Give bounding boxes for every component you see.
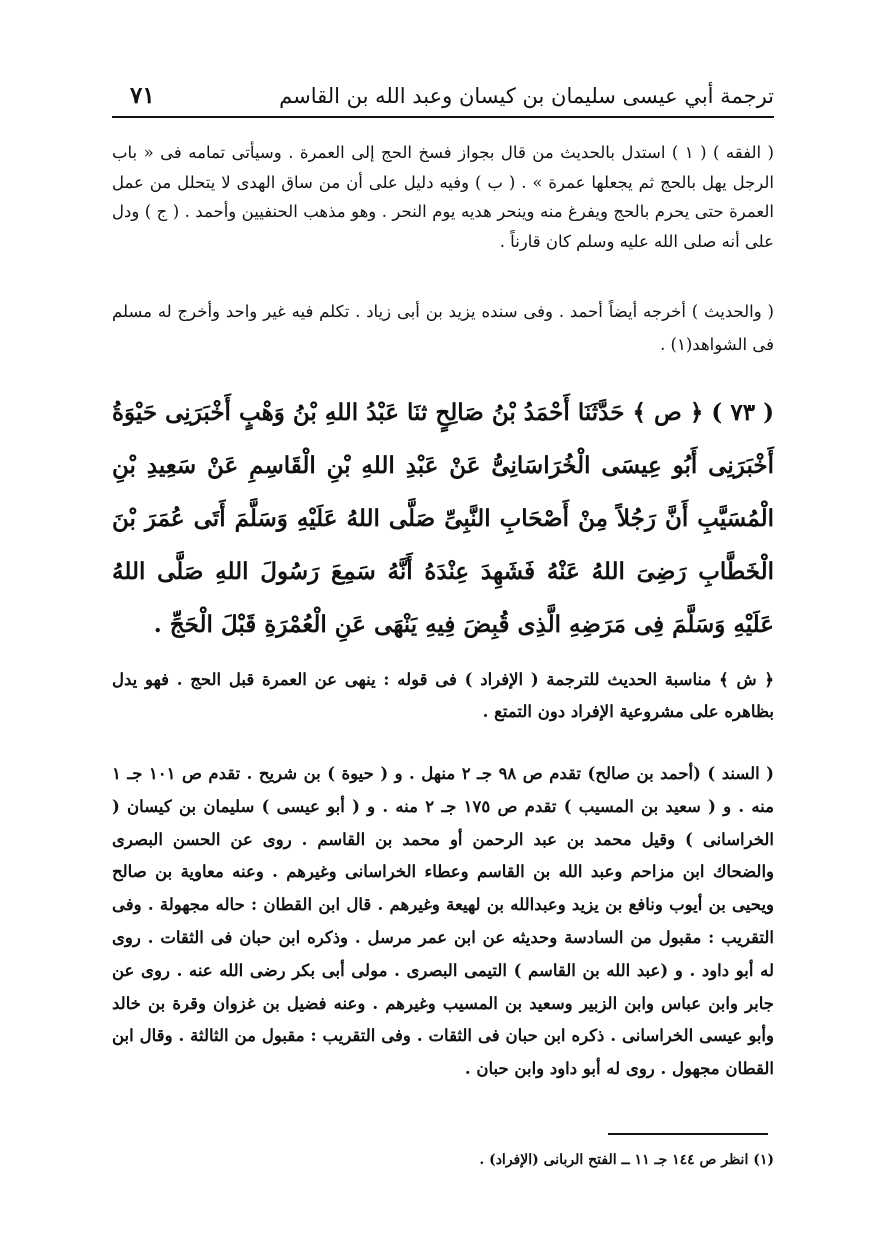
- commentary-paragraph: ﴿ ش ﴾ مناسبة الحديث للترجمة ( الإفراد ) فى قوله : ينهى عن العمرة قبل الحج . فهو يدل بظاهره على مشروعية الإفراد دون التمتع .: [112, 670, 774, 721]
- footnote: (١) انظر ص ١٤٤ جـ ١١ ــ الفتح الربانى (الإفراد) .: [479, 1152, 774, 1168]
- running-title: ترجمة أبي عيسى سليمان بن كيسان وعبد الله بن القاسم: [279, 84, 774, 108]
- page-header: [112, 80, 774, 118]
- footnote-divider: [608, 1133, 768, 1135]
- fiqh-paragraph: ( الفقه ) ( ١ ) استدل بالحديث من قال بجواز فسخ الحج إلى العمرة . وسيأتى تمامه فى « باب الرجل يهل بالحج ثم يجعلها عمرة » . ( ب ) وفيه دليل على أن من ساق الهدى لا يتحلل من عمل العمرة حتى يحرم بالحج ويفرغ منه وينحر هديه يوم النحر . وهو مذهب الحنفيين وأحمد . ( ج ) ودل على أنه صلى الله عليه وسلم كان قارناً .: [112, 143, 774, 251]
- hadith-paragraph: ( والحديث ) أخرجه أيضاً أحمد . وفى سنده يزيد بن أبى زياد . تكلم فيه غير واحد وأخرج له مسلم فى الشواهد(١) .: [112, 302, 774, 354]
- page-number: ٧١: [130, 82, 155, 109]
- chain-of-narration-paragraph: ( السند ) (أحمد بن صالح) تقدم ص ٩٨ جـ ٢ منهل . و ( حيوة ) بن شريح . تقدم ص ١٠١ جـ ١ منه . و ( سعيد بن المسيب ) تقدم ص ١٧٥ جـ ٢ منه . و ( أبو عيسى ) سليمان بن كيسان ( الخراسانى ) وقيل محمد بن عبد الرحمن أو محمد بن القاسم . روى عن الحسن البصرى والضحاك ابن مزاحم وعبد الله بن القاسم وعطاء الخراسانى وغيرهم . وعنه معاوية بن صالح ويحيى بن أيوب ونافع بن يزيد وعبدالله بن لهيعة وغيرهم . قال ابن القطان : حاله مجهولة . وفى التقريب : مقبول من السادسة وحديثه عن ابن عمر مرسل . وذكره ابن حبان فى الثقات . روى له أبو داود . و (عبد الله بن القاسم ) التيمى البصرى . مولى أبى بكر رضى الله عنه . روى عن جابر وابن عباس وابن الزبير وسعيد بن المسيب وغيرهم . وعنه فضيل بن غزوان وقرة بن خالد وأبو عيسى الخراسانى . ذكره ابن حبان فى الثقات . وفى التقريب : مقبول من الثالثة . وقال ابن القطان مجهول . روى له أبو داود وابن حبان .: [112, 764, 774, 1079]
- hadith-text-paragraph: ( ٧٣ ) ﴿ ص ﴾ حَدَّثَنَا أَحْمَدُ بْنُ صَالِحٍ ثنَا عَبْدُ اللهِ بْنُ وَهْبٍ أَخْبَرَنِى حَيْوَةُ أَخْبَرَنِى أَبُو عِيسَى الْخُرَاسَانِىُّ عَنْ عَبْدِ اللهِ بْنِ الْقَاسِمِ عَنْ سَعِيدِ بْنِ الْمُسَيَّبِ أَنَّ رَجُلاً مِنْ أَصْحَابِ النَّبِىِّ صَلَّى اللهُ عَلَيْهِ وَسَلَّمَ أَتَى عُمَرَ بْنَ الْخَطَّابِ رَضِىَ اللهُ عَنْهُ فَشَهِدَ عِنْدَهُ أَنَّهُ سَمِعَ رَسُولَ اللهِ صَلَّى اللهُ عَلَيْهِ وَسَلَّمَ فِى مَرَضِهِ الَّذِى قُبِضَ فِيهِ يَنْهَى عَنِ الْعُمْرَةِ قَبْلَ الْحَجِّ .: [112, 399, 775, 638]
